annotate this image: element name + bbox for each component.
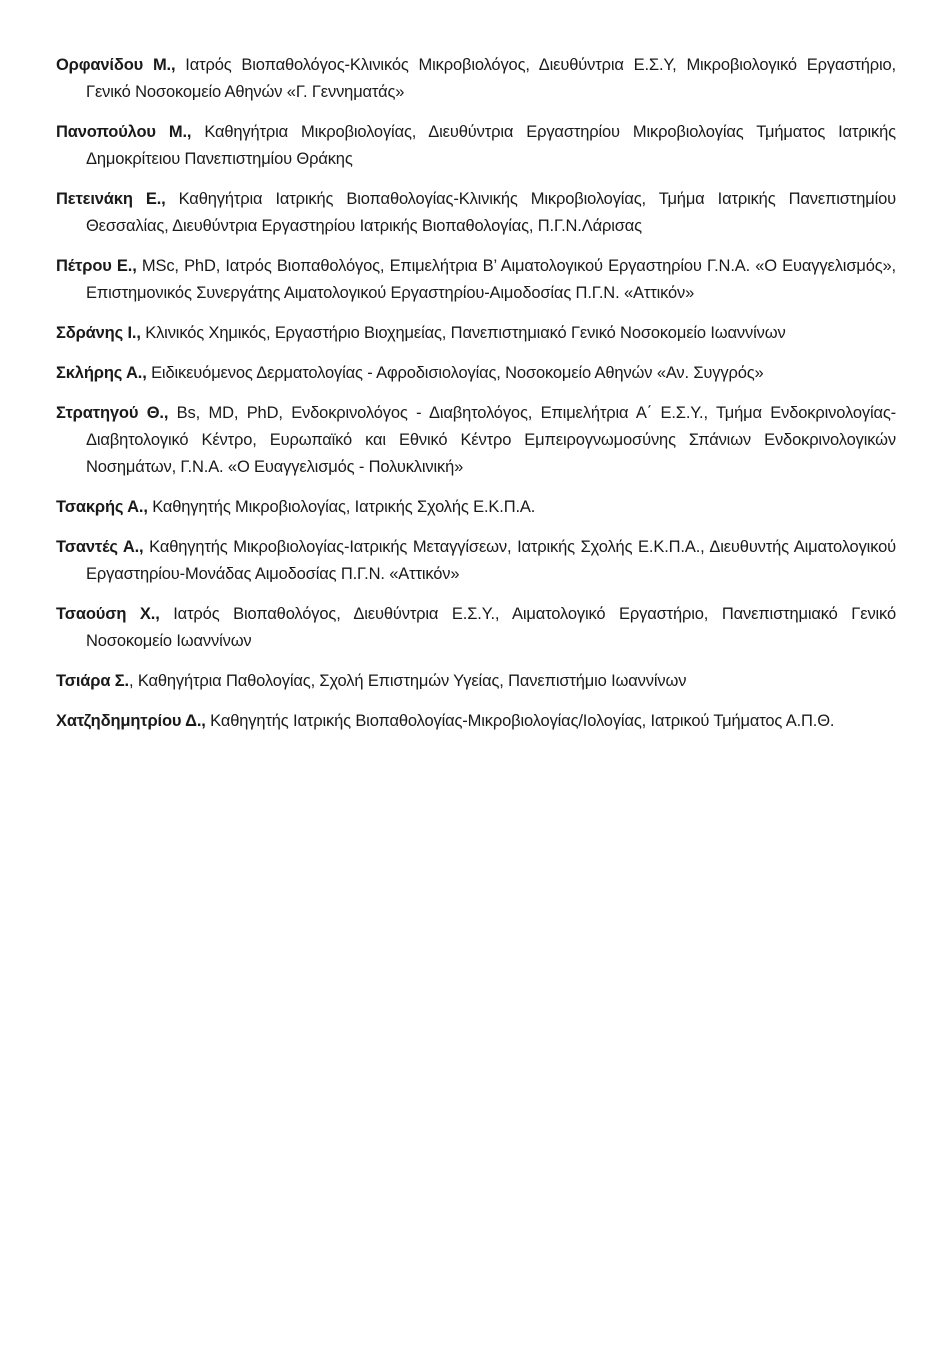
- list-item: [56, 708, 896, 735]
- list-item: [56, 668, 896, 695]
- list-item: [56, 52, 896, 106]
- person-name: Τσαούση Χ.,: [56, 605, 160, 623]
- person-name: Τσιάρα Σ.: [56, 672, 129, 690]
- person-affiliation: Ιατρός Βιοπαθολόγος-Κλινικός Μικροβιολόγος, Διευθύντρια Ε.Σ.Υ, Μικροβιολογικό Εργαστήριο, Γενικό Νοσοκομείο Αθηνών «Γ. Γεννηματάς»: [86, 56, 896, 101]
- person-affiliation: MSc, PhD, Ιατρός Βιοπαθολόγος, Επιμελήτρια Β’ Αιματολογικού Εργαστηρίου Γ.Ν.Α. «Ο Ευαγγελισμός», Επιστημονικός Συνεργάτης Αιματολογικού Εργαστηρίου-Αιμοδοσίας Π.Γ.Ν. «Αττικόν»: [86, 257, 896, 302]
- person-affiliation: Κλινικός Χημικός, Εργαστήριο Βιοχημείας, Πανεπιστημιακό Γενικό Νοσοκομείο Ιωαννίνων: [140, 324, 786, 342]
- person-affiliation: Καθηγήτρια Μικροβιολογίας, Διευθύντρια Εργαστηρίου Μικροβιολογίας Τμήματος Ιατρικής Δημοκρίτειου Πανεπιστημίου Θράκης: [86, 123, 896, 168]
- person-affiliation: , Καθηγήτρια Παθολογίας, Σχολή Επιστημών Υγείας, Πανεπιστήμιο Ιωαννίνων: [128, 672, 687, 690]
- person-name: Πέτρου Ε.,: [56, 257, 137, 275]
- list-item: [56, 400, 896, 481]
- person-name: Σδράνης Ι.,: [56, 324, 141, 342]
- person-name: Πανοπούλου Μ.,: [56, 123, 192, 141]
- list-item: [56, 119, 896, 173]
- person-affiliation: Bs, MD, PhD, Ενδοκρινολόγος - Διαβητολόγος, Επιμελήτρια Α΄ Ε.Σ.Υ., Τμήμα Ενδοκρινολογίας-Διαβητολογικό Κέντρο, Ευρωπαϊκό και Εθνικό Κέντρο Εμπειρογνωμοσύνης Σπάνιων Ενδοκρινολογικών Νοσημάτων, Γ.Ν.Α. «Ο Ευαγγελισμός - Πολυκλινική»: [86, 404, 896, 476]
- person-name: Ορφανίδου Μ.,: [56, 56, 176, 74]
- list-item: [56, 360, 896, 387]
- list-item: [56, 601, 896, 655]
- person-name: Χατζηδημητρίου Δ.,: [56, 712, 206, 730]
- person-affiliation: Καθηγητής Μικροβιολογίας-Ιατρικής Μεταγγίσεων, Ιατρικής Σχολής Ε.Κ.Π.Α., Διευθυντής Αιματολογικού Εργαστηρίου-Μονάδας Αιμοδοσίας Π.Γ.Ν. «Αττικόν»: [86, 538, 896, 583]
- list-item: [56, 320, 896, 347]
- person-affiliation: Καθηγητής Μικροβιολογίας, Ιατρικής Σχολής Ε.Κ.Π.Α.: [147, 498, 536, 516]
- faculty-list: [56, 52, 896, 748]
- person-name: Τσακρής Α.,: [56, 498, 148, 516]
- person-name: Στρατηγού Θ.,: [56, 404, 169, 422]
- list-item: [56, 534, 896, 588]
- person-name: Πετεινάκη Ε.,: [56, 190, 166, 208]
- list-item: [56, 186, 896, 240]
- person-name: Τσαντές Α.,: [56, 538, 144, 556]
- person-affiliation: Ειδικευόμενος Δερματολογίας - Αφροδισιολογίας, Νοσοκομείο Αθηνών «Αν. Συγγρός»: [146, 364, 764, 382]
- person-affiliation: Ιατρός Βιοπαθολόγος, Διευθύντρια Ε.Σ.Υ., Αιματολογικό Εργαστήριο, Πανεπιστημιακό Γενικό Νοσοκομείο Ιωαννίνων: [86, 605, 896, 650]
- list-item: [56, 494, 896, 521]
- person-name: Σκλήρης Α.,: [56, 364, 147, 382]
- list-item: [56, 253, 896, 307]
- person-affiliation: Καθηγητής Ιατρικής Βιοπαθολογίας-Μικροβιολογίας/Ιολογίας, Ιατρικού Τμήματος Α.Π.Θ.: [205, 712, 835, 730]
- person-affiliation: Καθηγήτρια Ιατρικής Βιοπαθολογίας-Κλινικής Μικροβιολογίας, Τμήμα Ιατρικής Πανεπιστημίου Θεσσαλίας, Διευθύντρια Εργαστηρίου Ιατρικής Βιοπαθολογίας, Π.Γ.Ν.Λάρισας: [86, 190, 896, 235]
